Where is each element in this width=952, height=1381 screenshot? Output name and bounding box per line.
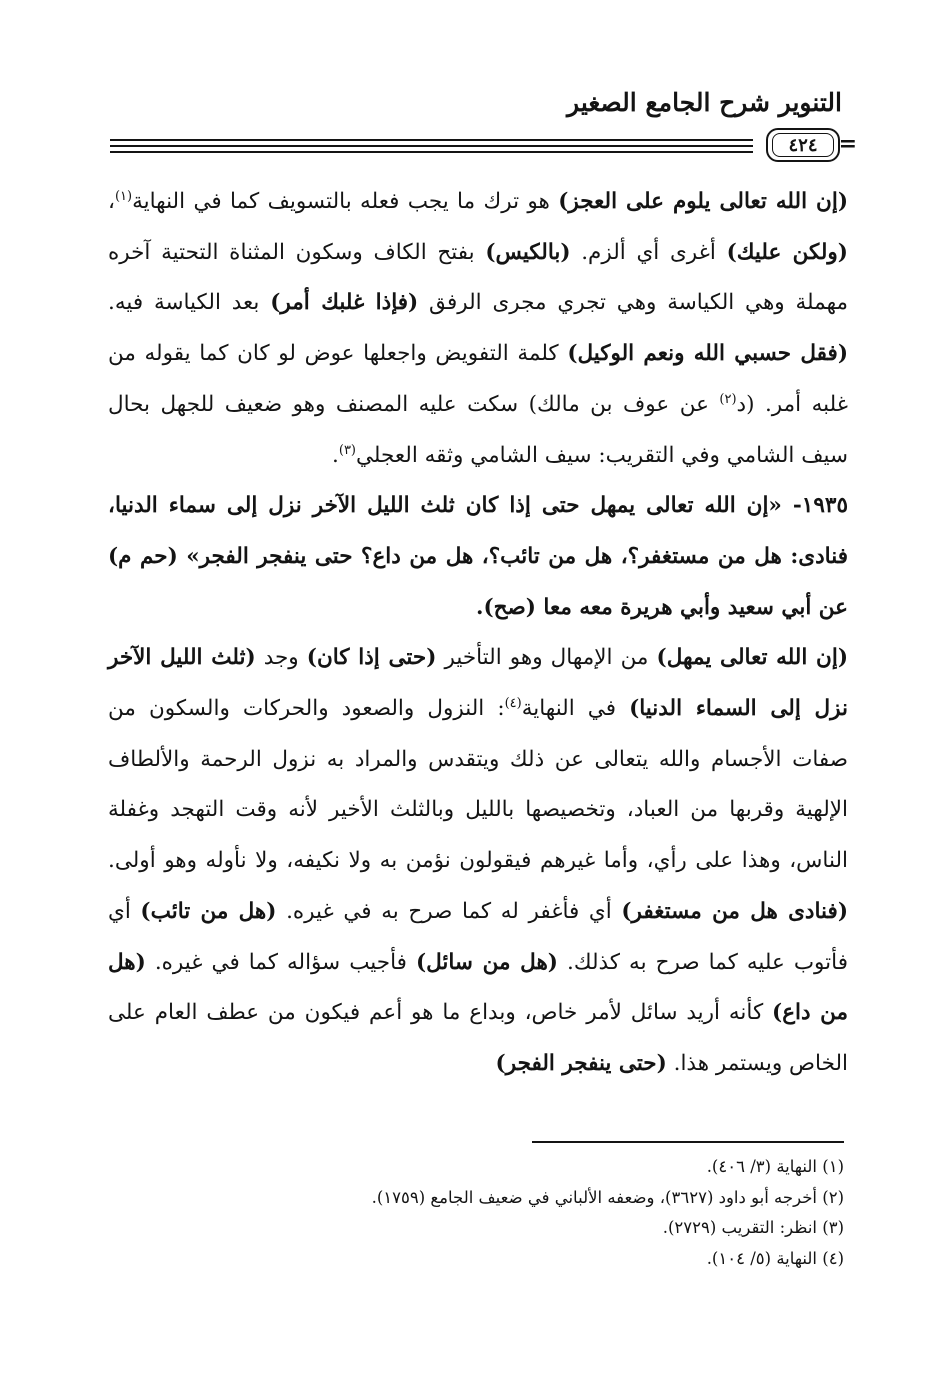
commentary-text: هو ترك ما يجب فعله بالتسويف كما في النهاية [132,189,559,214]
page-number-dash: = [838,131,857,157]
quoted-phrase: (حتى إذا كان) [306,645,437,671]
header-rule [110,151,753,153]
commentary-text: ، [108,189,115,214]
quoted-phrase: (فقل حسبي الله ونعم الوكيل) [567,341,848,367]
quoted-phrase: (فإذا غلبك أمر) [270,290,419,316]
commentary-paragraph-2 [108,633,848,1089]
commentary-text: بفتح الكاف وسكون المثناة التحتية آخره مهملة وهي الكياسة وهي تجري مجرى الرفق [108,239,849,316]
commentary-text: من الإمهال وهو التأخير [436,645,657,671]
quoted-phrase: (ولكن عليك) [726,239,848,265]
commentary-text: فأجيب سؤاله كما في غيره. [145,949,416,975]
quoted-phrase: (هل من سائل) [415,949,558,975]
page-number-frame [766,128,840,162]
commentary-text: بعد الكياسة فيه. [108,290,271,316]
commentary-text: : النزول والصعود والحركات والسكون من صفات الأجسام والله يتعالى عن ذلك ويتقدس والمراد به نزول الرحمة والألطاف الإلهية وقربها من العباد، وتخصيصها بالليل وبالثلث الأخير لأنه وقت التهجد وغفلة الناس، وهذا على رأي، وأما غيرهم فيقولون نؤمن به ولا نكيفه، ولا نأوله وهو أولى. [108,696,848,874]
footnote-2: (٢) أخرجه أبو داود (٣٦٢٧)، وضعفه الألباني في ضعيف الجامع (١٧٥٩). [371,1187,844,1207]
footnote-ref: (٢) [719,391,737,407]
quoted-phrase: (إن الله تعالى يلوم على العجز) [558,189,848,214]
commentary-text: أي فأتوب عليه كما صرح به كذلك. [108,898,848,975]
quoted-phrase: (هل من تائب) [140,898,277,924]
footnote-3: (٣) انظر: التقريب (٢٧٢٩). [662,1218,844,1237]
quoted-phrase: (حتى ينفجر الفجر) [495,1050,667,1076]
commentary-text: . [332,442,339,468]
header-rule [110,139,753,141]
footnote-ref: (٤) [504,695,522,711]
commentary-text: كأنه أريد سائل لأمر خاص، وبداع ما هو أعم فيكون من عطف العام على الخاص ويستمر هذا. [108,1000,848,1076]
quoted-phrase: (هل من داع) [108,949,848,1026]
quoted-phrase: (بالكيس) [485,239,571,265]
commentary-paragraph-1 [108,177,848,481]
commentary-text: عن عوف بن مالك) سكت عليه المصنف وهو ضعيف للجهل بحال سيف الشامي وفي التقريب: سيف الشامي وثقه العجلي [108,391,848,468]
quoted-phrase: (فنادى هل من مستغفر) [621,898,848,924]
commentary-text: أغرى أي ألزم. [570,239,727,265]
commentary-text: كلمة التفويض واجعلها عوض لو كان كما يقوله من غلبه أمر. (د [108,341,848,417]
header-book-title: التنوير شرح الجامع الصغير [567,88,842,117]
header-rule [110,145,753,147]
footnotes [104,1152,844,1274]
hadith-1935: ١٩٣٥- «إن الله تعالى يمهل حتى إذا كان ثلث الليل الآخر نزل إلى سماء الدنيا، فنادى: هل من مستغفر؟، هل من تائب؟، هل من داع؟ حتى ينفجر الفجر» (حم م) عن أبي سعيد وأبي هريرة معه معا (صح). [108,493,848,620]
commentary-text: وجد [255,645,307,671]
main-text [108,177,848,1090]
page-number: ٤٢٤ [772,133,834,157]
quoted-phrase: (ثلث الليل الآخر نزل إلى السماء الدنيا) [108,645,848,722]
commentary-text: في النهاية [521,696,630,722]
footnote-4: (٤) النهاية (٥/ ١٠٤). [706,1248,844,1268]
quoted-phrase: (إن الله تعالى يمهل) [656,645,848,671]
commentary-text: أي فأغفر له كما صرح به في غيره. [276,898,622,924]
footnote-ref: (١) [114,188,133,204]
footnote-ref: (٣) [338,442,356,458]
footnote-separator [532,1141,844,1143]
footnote-1: (١) النهاية (٣/ ٤٠٦). [706,1157,844,1176]
